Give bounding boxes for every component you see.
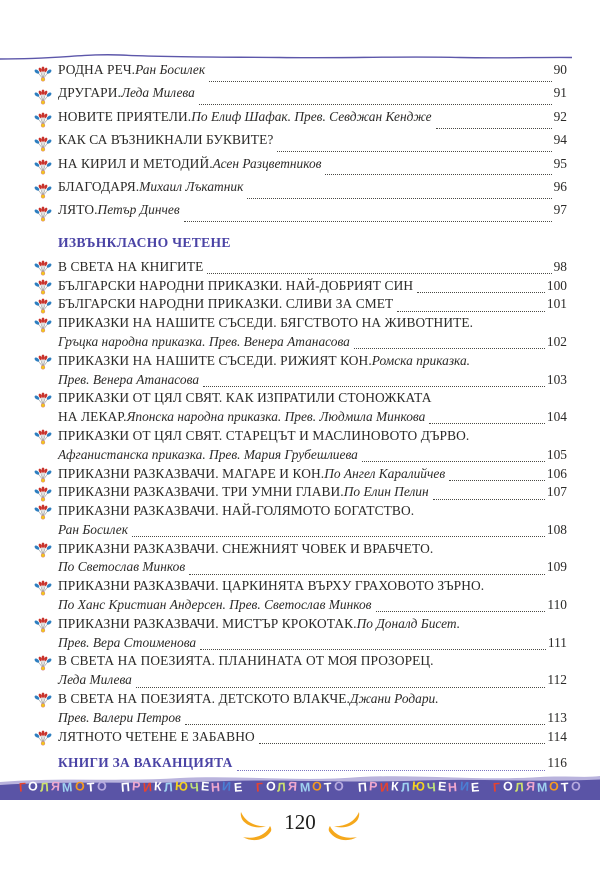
entry-page-number: 90 [553, 62, 567, 77]
entry-author: Гръцка народна приказка. Прев. Венера Атанасова [58, 333, 350, 349]
banner-word [255, 781, 345, 794]
ornament-icon [34, 730, 52, 746]
entry-author: По Светослав Минков [58, 559, 186, 575]
banner-letter: Я [525, 779, 536, 795]
banner-letter: Л [39, 780, 50, 796]
banner-letter: П [357, 780, 368, 796]
ornament-icon [34, 260, 52, 276]
leader-dots [132, 536, 545, 537]
ornament-icon [34, 112, 52, 128]
leader-dots [449, 480, 545, 481]
ornament-icon [34, 542, 52, 558]
toc-entry [34, 390, 567, 428]
toc-entry [34, 353, 567, 391]
banner-letter: Е [233, 780, 243, 796]
leader-dots [203, 386, 545, 387]
entry-icon-cell [34, 159, 58, 175]
entry-icon-cell [34, 136, 58, 152]
toc-entry [34, 484, 567, 503]
leader-dots [433, 499, 545, 500]
banner-letter: П [120, 780, 131, 796]
toc-entry [34, 755, 567, 774]
ornament-icon [34, 89, 52, 105]
entry-author: По Елин Пелин [343, 484, 429, 500]
banner-letter: О [96, 779, 108, 795]
entry-icon-cell [34, 467, 58, 483]
leader-dots [185, 724, 546, 725]
banner-letter: О [333, 779, 345, 795]
leader-dots [277, 151, 551, 152]
leader-dots [199, 104, 552, 105]
entry-icon-cell [34, 617, 58, 633]
ornament-icon [34, 429, 52, 445]
entry-page-number: 111 [547, 634, 567, 650]
leader-dots [237, 770, 546, 771]
banner-letter: Т [560, 780, 570, 795]
entry-author: Прев. Вера Стоименова [58, 634, 197, 650]
entry-author: По Елиф Шафак. Прев. Севджан Кендже [191, 108, 432, 124]
entry-page-number: 110 [547, 597, 567, 613]
entry-page-number: 105 [546, 446, 567, 462]
banner-letter: Р [131, 779, 141, 795]
entry-title: БЛАГОДАРЯ. [58, 178, 140, 194]
ornament-icon [34, 183, 52, 199]
ornament-icon [34, 617, 52, 633]
leader-dots [189, 574, 545, 575]
entry-page-number: 103 [546, 371, 567, 387]
entry-icon-cell [34, 298, 58, 314]
banner-letter: М [536, 780, 548, 796]
entry-page-number: 97 [553, 202, 567, 218]
banner-letter: Т [86, 780, 96, 795]
banner-letter: О [27, 779, 39, 795]
entry-page-number: 96 [553, 178, 567, 194]
banner-letter: Ч [426, 780, 437, 796]
leader-dots [207, 273, 551, 274]
banner-letter: Г [255, 780, 264, 795]
entry-title: РОДНА РЕЧ. [58, 62, 136, 77]
entry-title: НА ЛЕКАР. [58, 409, 127, 425]
toc-entry [34, 156, 567, 179]
ornament-icon [34, 159, 52, 175]
entry-icon-cell [34, 183, 58, 199]
ornament-icon [34, 692, 52, 708]
banner-letter: И [221, 779, 232, 795]
toc-entry [34, 653, 567, 691]
banner-word [18, 781, 108, 794]
entry-title: В СВЕТА НА ПОЕЗИЯТА. ПЛАНИНАТА ОТ МОЯ ПРОЗОРЕЦ. [58, 653, 434, 669]
banner-letter: О [502, 779, 514, 795]
ornament-icon [34, 136, 52, 152]
ornament-icon [34, 66, 52, 82]
entry-title: БЪЛГАРСКИ НАРОДНИ ПРИКАЗКИ. СЛИВИ ЗА СМЕТ [58, 296, 394, 312]
banner-letter: Ю [174, 779, 188, 795]
banner-letter: Н [210, 780, 221, 796]
entry-page-number: 116 [547, 755, 567, 771]
entry-icon-cell [34, 317, 58, 333]
entry-icon-cell [34, 580, 58, 596]
banner-letter: И [459, 779, 470, 795]
entry-title: БЪЛГАРСКИ НАРОДНИ ПРИКАЗКИ. НАЙ-ДОБРИЯТ СИН [58, 277, 414, 293]
leader-dots [136, 687, 546, 688]
entry-title: ПРИКАЗНИ РАЗКАЗВАЧИ. МИСТЪР КРОКОТАК. [58, 615, 357, 631]
banner-letter: Ч [189, 780, 199, 796]
banner [0, 774, 600, 800]
entry-author: Джани Родари. [349, 691, 439, 707]
entry-page-number: 101 [546, 296, 567, 312]
banner-letter: Ю [411, 779, 426, 795]
leader-dots [247, 198, 551, 199]
banner-letter: Н [447, 780, 458, 796]
entry-icon-cell [34, 112, 58, 128]
entry-title: ЛЯТНОТО ЧЕТЕНЕ Е ЗАБАВНО [58, 728, 255, 744]
banner-word [120, 781, 243, 794]
entry-page-number: 98 [553, 258, 567, 274]
entry-icon-cell [34, 206, 58, 222]
entry-icon-cell [34, 486, 58, 502]
entry-author: По Доналд Бисет. [356, 615, 461, 631]
entry-page-number: 113 [547, 709, 567, 725]
leader-dots [200, 649, 546, 650]
entry-author: Петър Динчев [97, 202, 180, 218]
banner-letter: О [74, 779, 86, 795]
entry-title: ПРИКАЗНИ РАЗКАЗВАЧИ. МАГАРЕ И КОН. [58, 465, 325, 481]
entry-page-number: 91 [553, 85, 567, 101]
leader-dots [376, 611, 546, 612]
banner-letter: Г [18, 780, 27, 795]
entry-page-number: 112 [547, 672, 567, 688]
banner-letter: Л [163, 780, 173, 796]
entry-icon-cell [34, 692, 58, 708]
entry-icon-cell [34, 429, 58, 445]
entry-icon-cell [34, 542, 58, 558]
entry-title: ПРИКАЗКИ ОТ ЦЯЛ СВЯТ. КАК ИЗПРАТИЛИ СТОНОЖКАТА [58, 390, 432, 406]
entry-author: Прев. Валери Петров [58, 709, 181, 725]
banner-letter: Л [400, 780, 411, 796]
banner-letter: Л [277, 780, 287, 796]
entry-icon-cell [34, 279, 58, 295]
entry-author: Прев. Венера Атанасова [58, 371, 200, 387]
toc-entry [34, 109, 567, 132]
folio-page-number: 120 [284, 809, 316, 834]
entry-author: Ран Босилек [58, 521, 128, 537]
ornament-icon [34, 486, 52, 502]
entry-icon-cell [34, 66, 58, 82]
toc-entry [34, 132, 567, 155]
entry-title: ПРИКАЗНИ РАЗКАЗВАЧИ. СНЕЖНИЯТ ЧОВЕК И ВРАБЧЕТО. [58, 540, 434, 556]
banner-letter: О [570, 779, 582, 795]
banner-letter: И [379, 780, 390, 796]
ornament-icon [34, 279, 52, 295]
entry-page-number: 94 [553, 132, 567, 148]
entry-author: Леда Милева [58, 672, 132, 688]
entry-page-number: 92 [553, 108, 567, 124]
banner-letter: О [265, 779, 276, 795]
entry-page-number: 102 [546, 333, 567, 349]
banner-letter: О [311, 779, 323, 795]
entry-title: ПРИКАЗКИ ОТ ЦЯЛ СВЯТ. СТАРЕЦЪТ И МАСЛИНОВОТО ДЪРВО. [58, 427, 470, 443]
ornament-icon [34, 317, 52, 333]
leader-dots [209, 81, 552, 82]
leader-dots [429, 423, 545, 424]
section-heading: ИЗВЪНКЛАСНО ЧЕТЕНЕ [58, 234, 231, 250]
leader-dots [436, 128, 552, 129]
banner-letter: Г [493, 780, 502, 795]
entry-icon-cell [34, 260, 58, 276]
leader-dots [354, 348, 545, 349]
entry-author: Ромска приказка. [371, 352, 471, 368]
toc-entry [34, 729, 567, 748]
top-wave-line [0, 50, 600, 64]
toc-entry [34, 541, 567, 579]
entry-author: Леда Милева [120, 85, 195, 101]
entry-page-number: 109 [546, 559, 567, 575]
toc-entry [34, 315, 567, 353]
toc-entry [34, 62, 567, 85]
entry-icon-cell [34, 730, 58, 746]
entry-icon-cell [34, 89, 58, 105]
entry-title: ЛЯТО. [58, 202, 98, 218]
toc-entry [34, 179, 567, 202]
leader-dots [417, 292, 545, 293]
entry-page-number: 106 [546, 465, 567, 481]
entry-title: В СВЕТА НА ПОЕЗИЯТА. ДЕТСКОТО ВЛАКЧЕ. [58, 691, 350, 707]
banner-letter: К [153, 779, 162, 795]
ornament-icon [34, 354, 52, 370]
entry-title: ДРУГАРИ. [58, 85, 121, 101]
entry-title: ПРИКАЗНИ РАЗКАЗВАЧИ. ТРИ УМНИ ГЛАВИ. [58, 484, 344, 500]
entry-icon-cell [34, 504, 58, 520]
page-footer [0, 800, 600, 872]
leader-dots [362, 461, 545, 462]
toc-entry [34, 503, 567, 541]
entry-title: ПРИКАЗКИ НА НАШИТЕ СЪСЕДИ. БЯГСТВОТО НА ЖИВОТНИТЕ. [58, 315, 474, 331]
ornament-icon [34, 206, 52, 222]
ornament-icon [34, 655, 52, 671]
leader-dots [184, 221, 552, 222]
leader-dots [325, 174, 551, 175]
toc-entry [34, 202, 567, 225]
entry-title: ПРИКАЗНИ РАЗКАЗВАЧИ. ЦАРКИНЯТА ВЪРХУ ГРАХОВОТО ЗЪРНО. [58, 578, 485, 594]
banner-letter: Т [323, 780, 333, 795]
entry-author: Ран Босилек [135, 62, 206, 77]
right-swash-ornament [324, 811, 362, 845]
banner-letter: Я [288, 779, 298, 795]
entry-icon-cell [34, 392, 58, 408]
entry-title: КАК СА ВЪЗНИКНАЛИ БУКВИТЕ? [58, 132, 274, 148]
entry-page-number: 95 [553, 155, 567, 171]
entry-author: Афганистанска приказка. Прев. Мария Грубешлиева [58, 446, 358, 462]
toc-entry [34, 85, 567, 108]
table-of-contents [0, 62, 600, 774]
toc-entry [34, 616, 567, 654]
entry-page-number: 104 [546, 409, 567, 425]
banner-letter: М [299, 780, 311, 796]
toc-entry [34, 466, 567, 485]
section-entry-label: КНИГИ ЗА ВАКАНЦИЯТА [58, 755, 233, 771]
left-swash-ornament [238, 811, 276, 845]
banner-letter: Е [437, 779, 447, 795]
entry-author: По Ангел Каралийчев [324, 465, 446, 481]
leader-dots [259, 743, 546, 744]
toc-entry [34, 578, 567, 616]
ornament-icon [34, 580, 52, 596]
ornament-icon [34, 392, 52, 408]
ornament-icon [34, 298, 52, 314]
banner-word [357, 781, 480, 794]
banner-letter: Е [200, 779, 210, 795]
entry-title: ПРИКАЗКИ НА НАШИТЕ СЪСЕДИ. РИЖИЯТ КОН. [58, 352, 372, 368]
ornament-icon [34, 467, 52, 483]
entry-icon-cell [34, 354, 58, 370]
toc-entry [34, 691, 567, 729]
entry-title: НА КИРИЛ И МЕТОДИЙ. [58, 155, 213, 171]
entry-title: НОВИТЕ ПРИЯТЕЛИ. [58, 108, 192, 124]
entry-author: Асен Разцветников [212, 155, 322, 171]
banner-letter: О [548, 779, 560, 795]
banner-letter: Я [50, 779, 61, 795]
toc-entry [34, 259, 567, 278]
leader-dots [397, 311, 545, 312]
entry-title: В СВЕТА НА КНИГИТЕ [58, 258, 204, 274]
ornament-icon [34, 504, 52, 520]
banner-word [492, 781, 582, 794]
banner-letter: Е [470, 780, 480, 796]
toc-entry [34, 278, 567, 297]
entry-title: ПРИКАЗНИ РАЗКАЗВАЧИ. НАЙ-ГОЛЯМОТО БОГАТСТВО. [58, 503, 415, 519]
banner-letter: И [142, 780, 153, 796]
banner-letter: М [61, 780, 74, 796]
banner-text [0, 781, 600, 794]
entry-icon-cell [34, 655, 58, 671]
toc-entry [34, 296, 567, 315]
banner-letter: Л [514, 780, 524, 796]
entry-author: Японска народна приказка. Прев. Людмила Минкова [126, 409, 426, 425]
banner-letter: К [390, 779, 400, 795]
entry-page-number: 100 [546, 277, 567, 293]
entry-page-number: 114 [547, 728, 567, 744]
banner-letter: Р [368, 779, 379, 795]
entry-author: По Ханс Кристиан Андерсен. Прев. Светослав Минков [58, 597, 372, 613]
entry-page-number: 108 [546, 521, 567, 537]
entry-page-number: 107 [546, 484, 567, 500]
toc-entry [34, 428, 567, 466]
entry-author: Михаил Лъкатник [139, 178, 244, 194]
